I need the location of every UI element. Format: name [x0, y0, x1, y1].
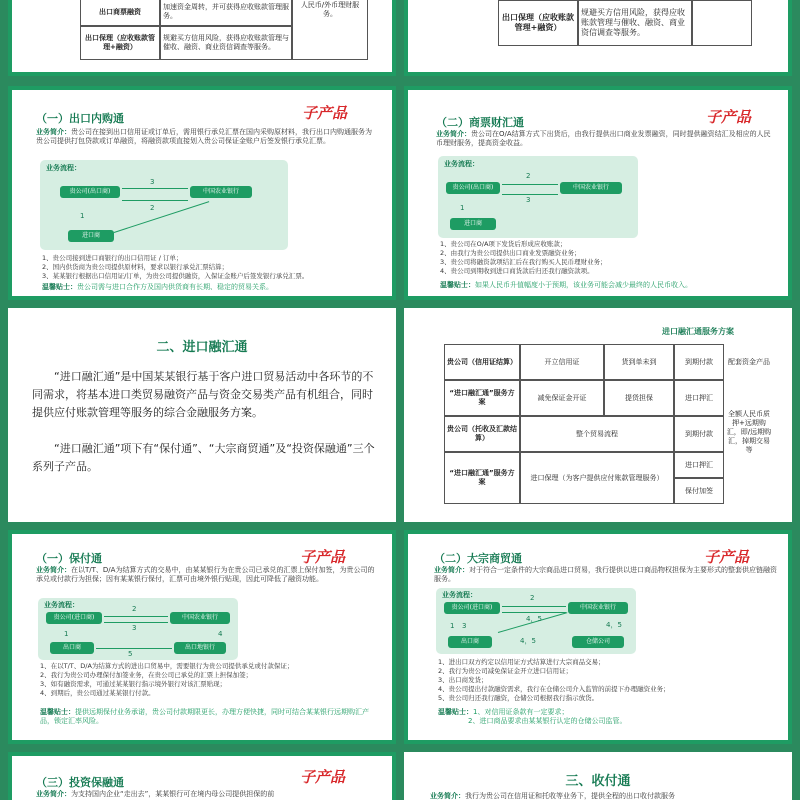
- intro-text: [36, 128, 376, 146]
- step-number: 4，5: [520, 637, 536, 645]
- step-number: 3: [462, 622, 467, 630]
- tip-body: 如果人民币升值幅度小于预期，该业务可能会减少最终的人民币收入。: [475, 281, 692, 289]
- list-item: 2、由我行为贵公司提供出口商业发票融资业务；: [440, 249, 581, 257]
- slide-title: 进口融汇通服务方案: [662, 327, 734, 336]
- flow-arrow: [114, 201, 209, 233]
- list-item: 2、国内供货商为贵公司提供原材料，要求以银行承兑汇票结算；: [42, 263, 229, 271]
- tip-text: [42, 282, 382, 292]
- slide-commodity: [404, 530, 792, 744]
- node-bank: 中国农业银行: [568, 602, 628, 614]
- tip-text: [438, 708, 778, 726]
- intro-body: 我行为贵公司在信用证和托收等业务下，提供全程的出口收付款服务: [465, 792, 675, 800]
- slide-title: （一）保付通: [36, 552, 102, 565]
- table-cell: 配套资金产品: [728, 357, 770, 366]
- list-item: 2、我行为贵公司办理保付加签业务，在贵公司已承兑的汇票上担保加签；: [40, 671, 253, 679]
- slide-investment: [8, 752, 396, 800]
- table-cell: 规避买方信用风险，获得应收账款管理与催收、融资、商业资信调查等服务。: [578, 0, 692, 46]
- tip-label: 温馨贴士：: [42, 283, 77, 291]
- tip-text: [440, 280, 780, 290]
- step-number: 2: [150, 204, 155, 212]
- node-company: 贵公司(出口商): [60, 186, 120, 198]
- tip-item: 2、进口商品要求由某某银行认定的仓储公司监管。: [468, 717, 627, 725]
- step-number: 4，5: [606, 621, 622, 629]
- slide-import-table: [404, 308, 792, 522]
- brand-logo: 子产品: [302, 104, 348, 122]
- flow-diagram: [38, 598, 238, 660]
- tip-label: 温馨贴士：: [438, 708, 473, 716]
- intro-body: 对于符合一定条件的大宗商品进口贸易，我行提供以进口商品物权担保为主要形式的整套供应链融资服务。: [434, 566, 777, 583]
- table-cell: 规避买方信用风险，获得应收账款管理与催收、融资、商业资信调查等服务。: [160, 26, 292, 60]
- intro-label: 业务简介：: [436, 130, 471, 138]
- step-number: 2: [132, 605, 137, 613]
- brand-logo: 子产品: [706, 108, 752, 126]
- slide-top-left: [8, 0, 396, 76]
- brand-logo: 子产品: [704, 548, 750, 566]
- slide-collection: [404, 752, 792, 800]
- table-cell: 到期付款: [674, 344, 724, 380]
- table-cell: 货到单未到: [604, 344, 674, 380]
- intro-text: [36, 790, 381, 799]
- intro-label: 业务简介：: [36, 566, 71, 574]
- slide-title: （一）出口内购通: [36, 112, 124, 125]
- list-item: 4、贵公司到期收到进口商货款后归还我行融资款项。: [440, 267, 594, 275]
- flow-label: 业务流程：: [44, 601, 79, 609]
- table-cell: 进口押汇: [674, 452, 724, 478]
- steps-list: [40, 662, 380, 698]
- table-cell: 到期付款: [674, 416, 724, 452]
- flow-arrow: [104, 616, 168, 617]
- step-number: 2: [526, 172, 531, 180]
- table-cell: 保付加签: [674, 478, 724, 504]
- step-number: 1: [64, 630, 69, 638]
- flow-label: 业务流程：: [442, 591, 477, 599]
- intro-body: 贵公司在接到出口信用证或订单后，需用银行承兑汇票在国内采购原材料，我行出口内购通服务为贵公司提供打包贷款或订单融资，将融资款项直接划入贵公司保证金账户后签发银行承兑汇票。: [36, 128, 372, 145]
- brand-logo: 子产品: [300, 548, 346, 566]
- node-company: 贵公司(进口商): [444, 602, 500, 614]
- node-importer: 进口商: [68, 230, 114, 242]
- table-cell: 提货担保: [604, 380, 674, 416]
- node-export-bank: 出口地银行: [174, 642, 226, 654]
- flow-arrow: [502, 606, 566, 607]
- slide-title: （三）投资保融通: [36, 776, 124, 789]
- flow-arrow: [122, 188, 188, 189]
- intro-body: 贵公司在O/A结算方式下出货后，由我行提供出口商业发票融资，同时提供融资结汇及相应的人民币理财服务，提高资金收益。: [436, 130, 771, 147]
- node-warehouse: 仓储公司: [572, 636, 624, 648]
- steps-list: [440, 240, 770, 276]
- list-item: 1、贵公司在O/A项下发货后形成应收账款；: [440, 240, 567, 248]
- tip-body: 贵公司需与进口合作方及国内供货商有长期、稳定的贸易关系。: [77, 283, 273, 291]
- list-item: 5、贵公司归还我行融资，仓储公司根据我行指示放货。: [438, 694, 599, 702]
- tip-label: 温馨贴士：: [440, 281, 475, 289]
- slide-title: （二）大宗商贸通: [434, 552, 522, 565]
- table-cell: 出口保理（应收账款管理+融资）: [80, 26, 160, 60]
- step-number: 3: [132, 624, 137, 632]
- node-bank: 中国农业银行: [170, 612, 230, 624]
- node-exporter: 出口商: [50, 642, 94, 654]
- list-item: 2、我行为贵公司减免保证金开立进口信用证；: [438, 667, 573, 675]
- list-item: 4、到期后，贵公司通过某某银行付款。: [40, 689, 155, 697]
- brand-logo: 子产品: [300, 768, 346, 786]
- step-number: 5: [128, 650, 133, 658]
- intro-text: [430, 792, 775, 800]
- intro-body: 为支持国内企业“走出去”，某某银行可在境内母公司提供担保的前: [71, 790, 275, 798]
- table-cell: 进口保理（为客户提供应付账款管理服务）: [520, 452, 674, 504]
- table-cell: 加速资金周转，并可获得应收账款管理服务。: [160, 0, 292, 26]
- table-cell: 减免保证金开证: [520, 380, 604, 416]
- tip-text: [40, 708, 380, 726]
- node-company: 贵公司(进口商): [46, 612, 102, 624]
- list-item: 3、某某银行根据出口信用证/订单，为贵公司提供融资，入保证金账户后签发银行承兑汇票。: [42, 272, 309, 280]
- intro-label: 业务简介：: [430, 792, 465, 800]
- step-number: 3: [150, 178, 155, 186]
- flow-diagram: [436, 588, 636, 654]
- node-bank: 中国农业银行: [560, 182, 622, 194]
- body-paragraph: “进口融汇通”项下有“保付通”、“大宗商贸通”及“投资保融通”三个系列子产品。: [32, 442, 375, 473]
- table-cell: 开立信用证: [520, 344, 604, 380]
- tip-body: 提供远期保付业务承诺，贵公司付款期限更长，办理方便快捷，同时可结合某某银行远期购汇产品，锁定汇率风险。: [40, 708, 369, 725]
- list-item: 3、如有融资需求，可通过某某银行指示境外银行对该汇票贴现；: [40, 680, 227, 688]
- slide-import-overview: [8, 308, 396, 522]
- slide-title: 二、进口融汇通: [156, 340, 248, 355]
- body-paragraph: “进口融汇通”是中国某某银行基于客户进口贸易活动中各环节的不同需求，将基本进口类贸易融资产品与资金交易类产品有机组合，同时提供应付账款管理等服务的综合金融服务方案。: [32, 370, 374, 419]
- flow-diagram: [438, 156, 638, 238]
- table-cell: 全额人民币质押+远期购汇，即/远期购汇，掉期交易等: [726, 409, 772, 454]
- flow-arrow: [502, 194, 558, 195]
- node-bank: 中国农业银行: [190, 186, 252, 198]
- slide-export-purchase: [8, 86, 396, 300]
- node-company: 贵公司(出口商): [446, 182, 500, 194]
- list-item: 1、在以T/T、D/A为结算方式的进出口贸易中，需要银行为贵公司提供承兑或付款保证；: [40, 662, 294, 670]
- table-cell: 出口保理（应收账款管理+融资）: [498, 0, 578, 46]
- step-number: 1: [450, 622, 455, 630]
- step-number: 2: [530, 594, 535, 602]
- node-importer: 进口商: [450, 218, 496, 230]
- table-cell: “进口融汇通”服务方案: [444, 380, 520, 416]
- flow-arrow: [502, 184, 558, 185]
- flow-label: 业务流程：: [444, 160, 479, 168]
- tip-item: 1、对信用证条款有一定要求；: [473, 708, 569, 716]
- slide-trade-finance: [404, 86, 792, 300]
- steps-list: [438, 658, 778, 703]
- intro-body: 在以T/T、D/A为结算方式的交易中，由某某银行为在贵公司已承兑的汇票上保付加签，为贵公司的承兑或付款行为担保；因有某某银行保付，汇票可由境外银行贴现，因此可降低了融资功能。: [36, 566, 375, 583]
- intro-label: 业务简介：: [36, 790, 71, 798]
- intro-label: 业务简介：: [36, 128, 71, 136]
- step-number: 4: [218, 630, 223, 638]
- table-cell: 进口押汇: [674, 380, 724, 416]
- slide-title: （二）商票财汇通: [436, 116, 524, 129]
- table-cell: 贵公司（托收及汇款结算）: [444, 416, 520, 452]
- step-number: 1: [460, 204, 465, 212]
- flow-arrow: [122, 200, 188, 201]
- list-item: 4、贵公司提出付款融资需求，我行在仓储公司介入监管的前提下办理融资业务；: [438, 685, 670, 693]
- step-number: 3: [526, 196, 531, 204]
- table-cell: [692, 0, 752, 46]
- table-cell: 人民币/外币理财服务。: [292, 0, 368, 60]
- flow-diagram: [40, 160, 288, 250]
- intro-text: [36, 566, 381, 584]
- flow-arrow: [104, 622, 168, 623]
- list-item: 1、进出口双方约定以信用证方式结算进行大宗商品交易；: [438, 658, 605, 666]
- step-number: 4，5: [526, 615, 542, 623]
- list-item: 3、出口商发货；: [438, 676, 488, 684]
- service-table: [444, 344, 774, 508]
- intro-label: 业务简介：: [434, 566, 469, 574]
- node-exporter: 出口商: [448, 636, 492, 648]
- slide-title: 三、收付通: [565, 774, 631, 789]
- step-number: 1: [80, 212, 85, 220]
- table-cell: “进口融汇通”服务方案: [444, 452, 520, 504]
- steps-list: [42, 254, 372, 281]
- flow-arrow: [502, 612, 566, 613]
- table-cell: 贵公司（信用证结算）: [444, 344, 520, 380]
- tip-label: 温馨贴士：: [40, 708, 75, 716]
- table-cell: 出口商票融资: [80, 0, 160, 26]
- flow-arrow: [96, 648, 172, 649]
- table-cell: 整个贸易流程: [520, 416, 674, 452]
- flow-label: 业务流程：: [46, 164, 81, 172]
- list-item: 1、贵公司接到进口商银行的出口信用证 / 订单；: [42, 254, 183, 262]
- slide-top-right: [404, 0, 792, 76]
- list-item: 3、贵公司将融资款项结汇后在我行购买人民币理财业务；: [440, 258, 607, 266]
- intro-text: [436, 130, 776, 148]
- intro-text: [434, 566, 779, 584]
- slide-guarantee: [8, 530, 396, 744]
